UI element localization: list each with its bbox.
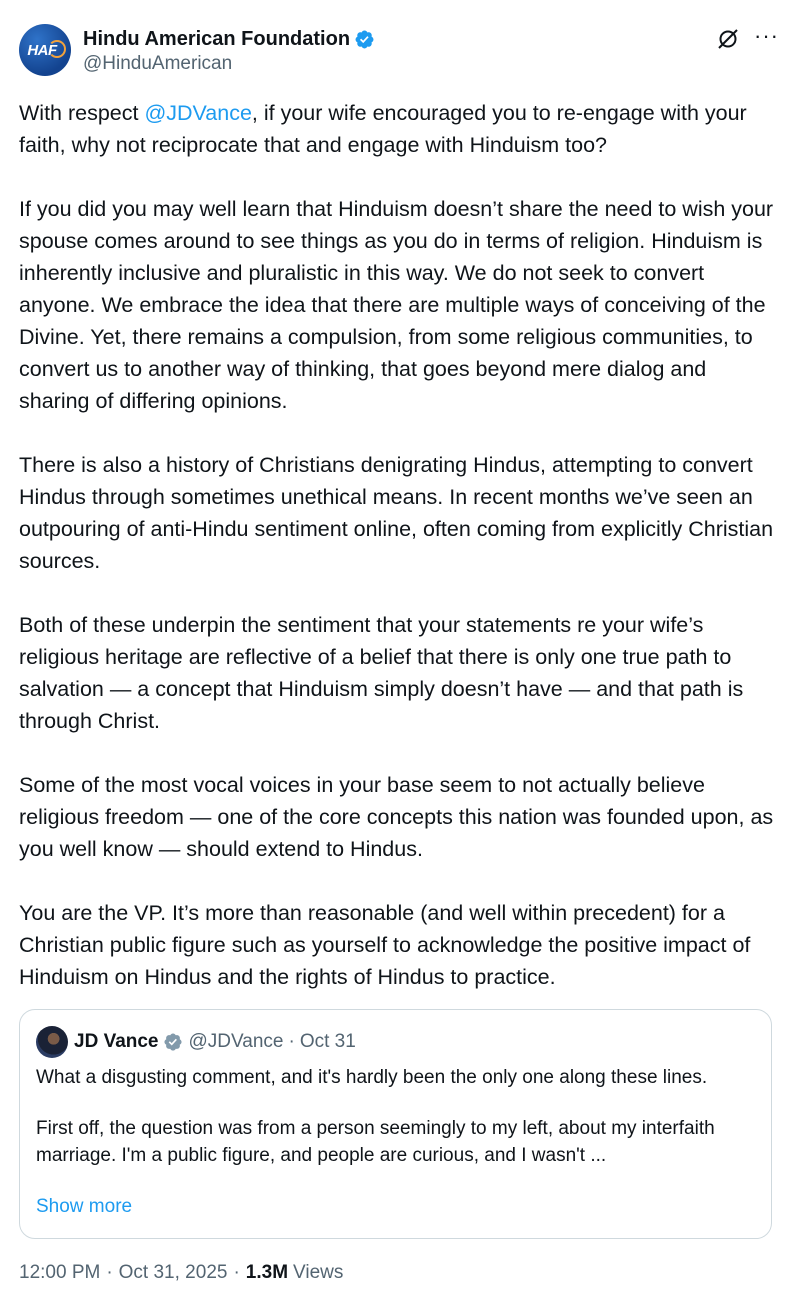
quoted-tweet-text [36,1064,756,1193]
views-label: Views [293,1262,344,1283]
quoted-tweet-date[interactable]: Oct 31 [299,1031,356,1052]
views-count[interactable]: 1.3M [245,1262,289,1283]
quoted-author-handle[interactable]: @JDVance [188,1031,284,1052]
author-display-name[interactable]: Hindu American Foundation [83,27,351,50]
more-options-icon[interactable]: ··· [754,23,779,48]
author-avatar[interactable] [19,24,71,76]
mention-link[interactable]: @JDVance [144,101,252,125]
separator-dot: · [288,1031,295,1052]
avatar-logo-text: HAF [27,41,57,59]
verified-badge-icon [354,29,375,50]
header-actions [716,23,779,52]
author-handle[interactable]: @HinduAmerican [83,53,233,74]
tweet-paragraph-4: Both of these underpin the sentiment that your statements re your wife’s religious heritage are reflective of a belief that there is only one true path to salvation — a concept that Hinduism simply doesn’t have — and that path is through Christ. [19,613,744,733]
tweet-paragraph-3: There is also a history of Christians denigrating Hindus, attempting to convert Hindus through sometimes unethical means. In recent months we’ve seen an outpouring of anti-Hindu sentiment online, often coming from explicitly Christian sources. [19,453,774,573]
tweet-paragraph-5: Some of the most vocal voices in your base seem to not actually believe religious freedom — one of the core concepts this nation was founded upon, as you well know — should extend to Hindus. [19,773,774,861]
tweet-paragraph-6: You are the VP. It’s more than reasonable (and well within precedent) for a Christian public figure such as yourself to acknowledge the positive impact of Hinduism on Hindus and the rights of Hindus to practice. [19,901,751,989]
quoted-tweet-header [36,1026,356,1058]
tweet-time[interactable]: 12:00 PM [19,1262,101,1283]
quoted-tweet[interactable] [19,1009,772,1239]
quoted-paragraph-1: What a disgusting comment, and it's hardly been the only one along these lines. [36,1067,708,1088]
show-more-link[interactable]: Show more [36,1196,133,1217]
tweet-text-segment: , if your wife encouraged you to re-engage with your faith, why not reciprocate that and engage with Hinduism too? [19,101,747,157]
avatar-swirl-graphic [48,40,66,58]
tweet-paragraph-2: If you did you may well learn that Hinduism doesn’t share the need to wish your spouse comes around to see things as you do in terms of religion. Hinduism is inherently inclusive and pluralistic in this way. We do not seek to convert anyone. We embrace the idea that there are multiple ways of conceiving of the Divine. Yet, there remains a compulsion, from some religious communities, to convert us to another way of thinking, that goes beyond mere dialog and sharing of differing opinions. [19,197,774,413]
tweet-date[interactable]: Oct 31, 2025 [118,1262,228,1283]
author-info [83,26,375,75]
separator-dot: · [233,1262,240,1283]
separator-dot: · [106,1262,113,1283]
tweet-text [19,97,779,1025]
verified-badge-gray-icon [163,1032,183,1052]
quoted-paragraph-2: First off, the question was from a person seemingly to my left, about my interfaith marriage. I'm a public figure, and people are curious, and I wasn't ... [36,1118,715,1166]
tweet-text-segment: With respect [19,101,145,125]
quoted-author-avatar[interactable] [36,1026,68,1058]
quoted-author-name[interactable]: JD Vance [74,1031,159,1052]
tweet-paragraph-1 [19,97,779,161]
grok-icon[interactable] [716,27,740,51]
tweet-header [19,24,779,80]
tweet-meta [19,1262,343,1284]
